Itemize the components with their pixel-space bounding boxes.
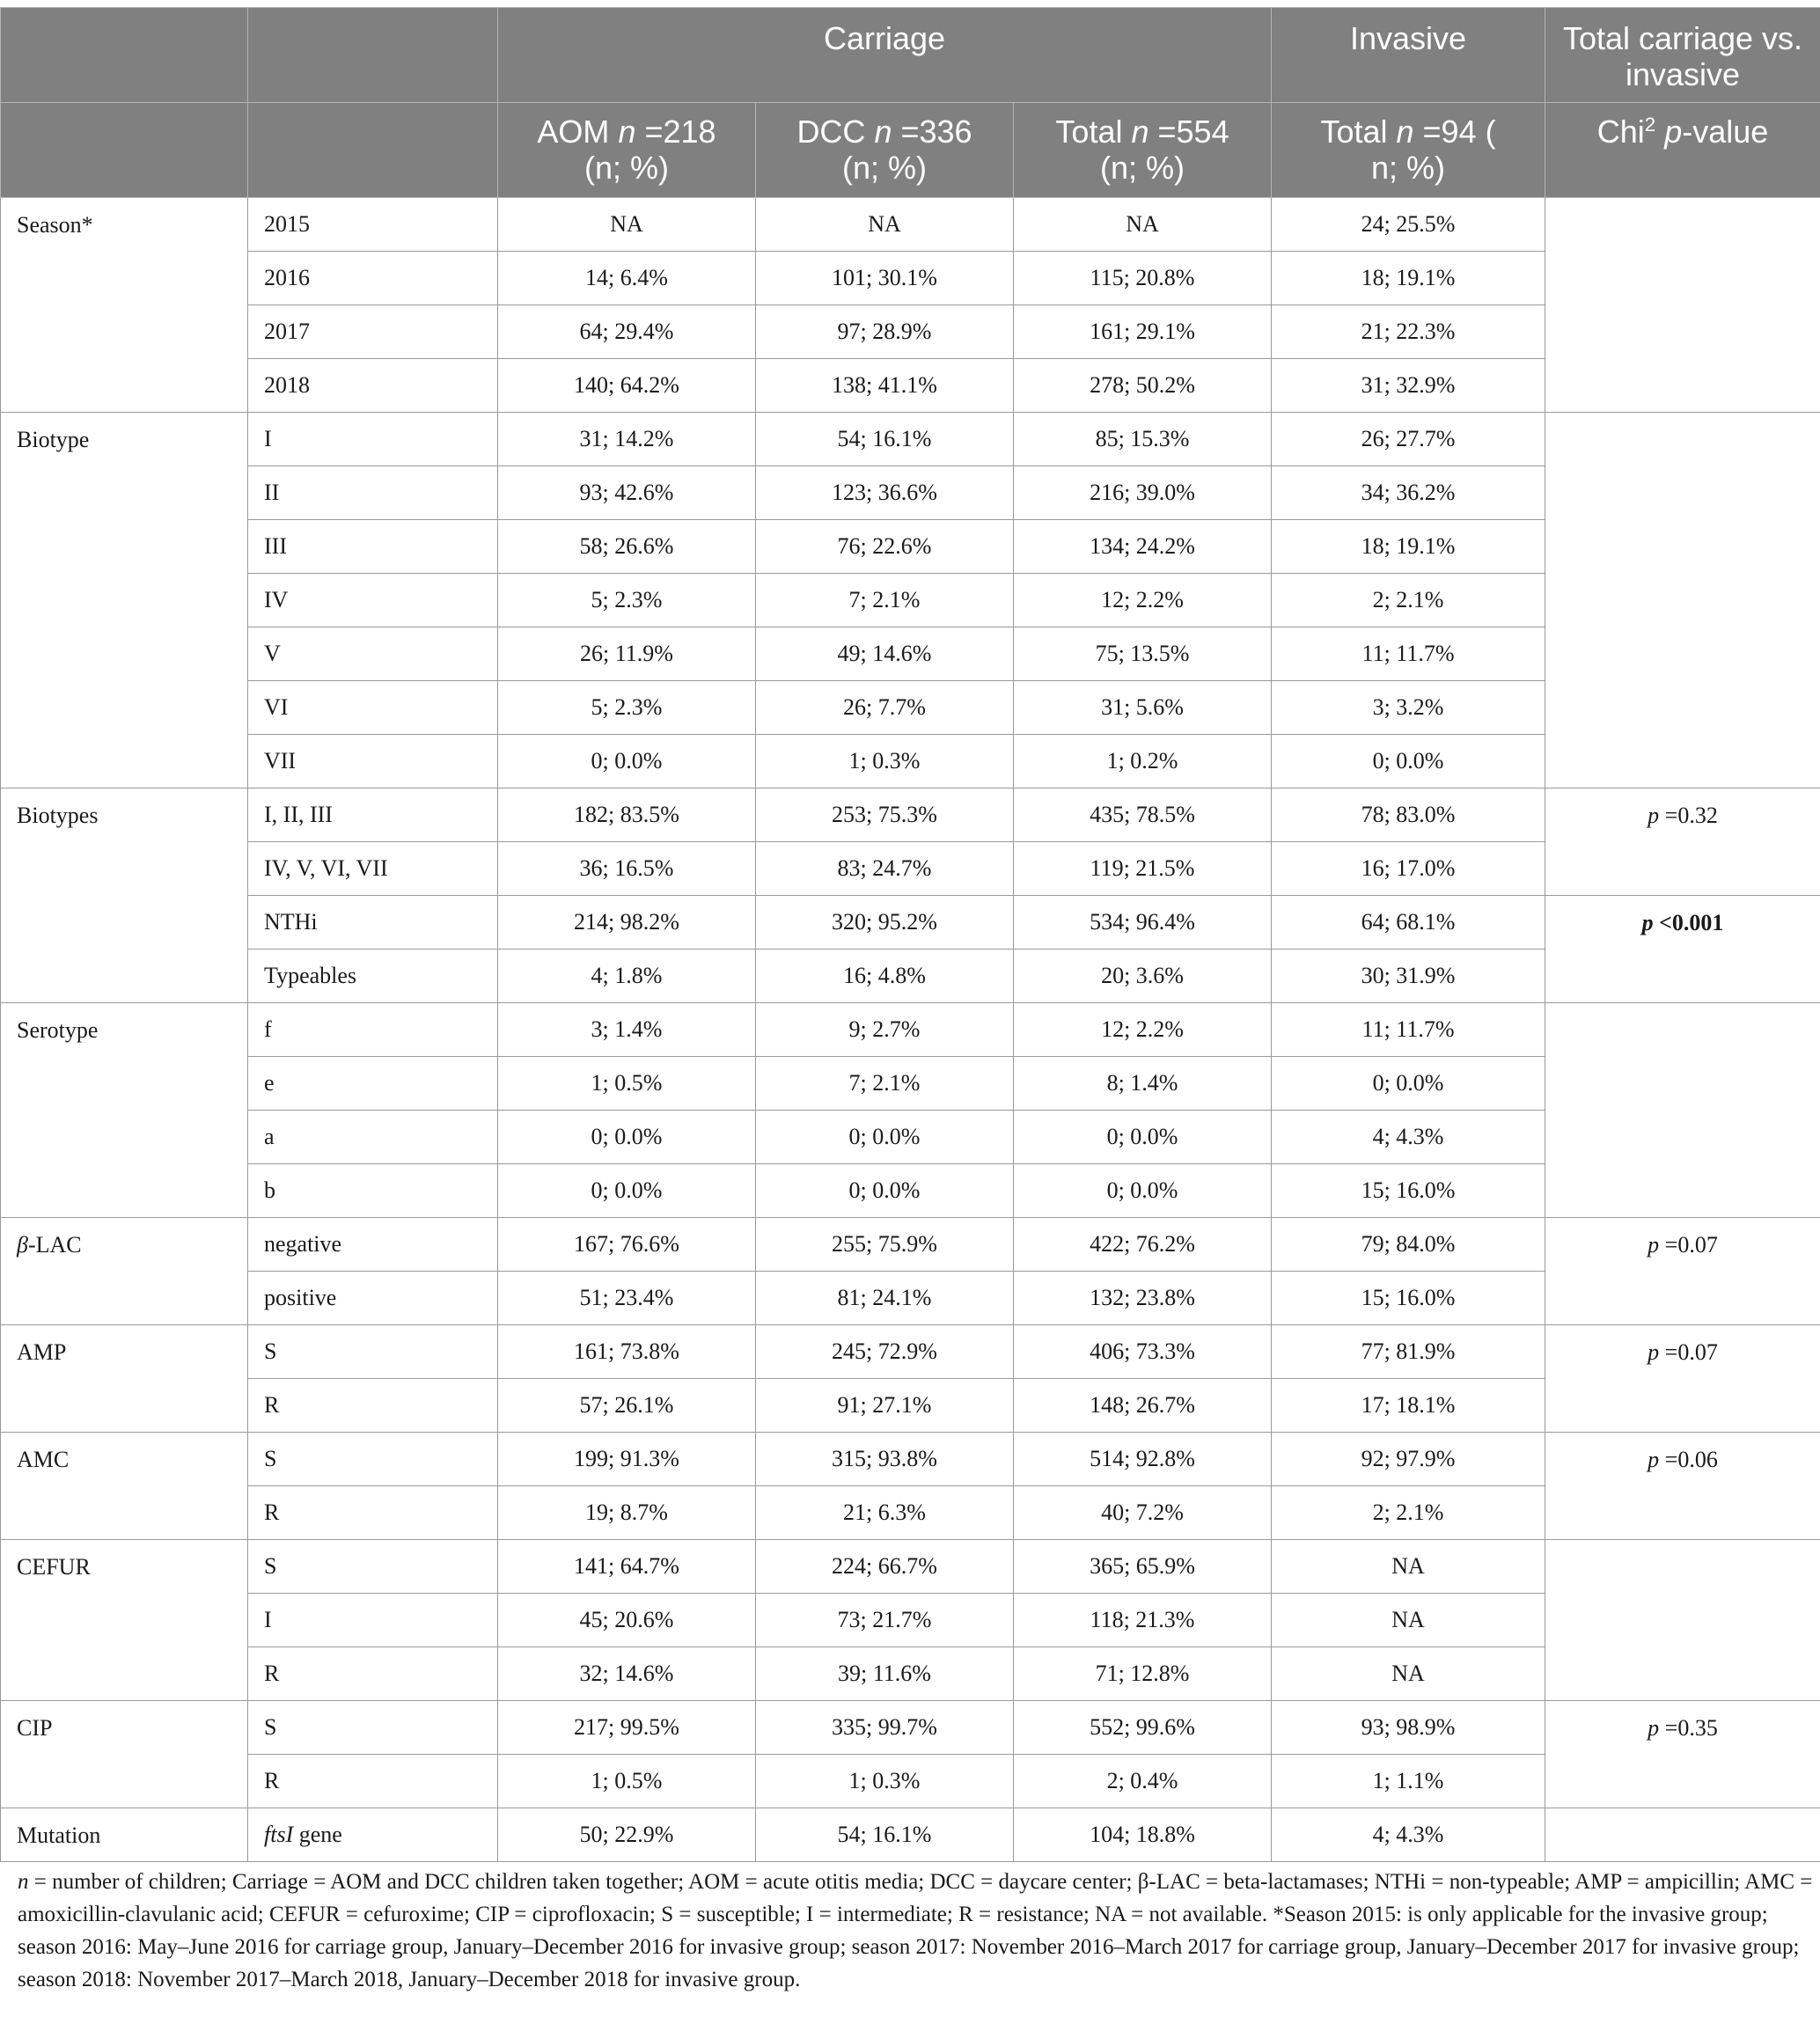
cell-total: 514; 92.8%	[1014, 1433, 1272, 1486]
cell-dcc: 0; 0.0%	[756, 1164, 1014, 1218]
row-sublabel: R	[248, 1647, 498, 1701]
header-empty-2	[248, 8, 498, 103]
cell-pvalue: p =0.07	[1545, 1325, 1820, 1433]
cell-total: 365; 65.9%	[1014, 1540, 1272, 1594]
row-sublabel: positive	[248, 1272, 498, 1325]
cell-invasive: 79; 84.0%	[1272, 1218, 1545, 1272]
cell-pvalue: p <0.001	[1545, 896, 1820, 1003]
group-label: AMP	[1, 1325, 248, 1433]
cell-invasive: 17; 18.1%	[1272, 1379, 1545, 1433]
row-sublabel: a	[248, 1111, 498, 1164]
cell-dcc: 1; 0.3%	[756, 1755, 1014, 1808]
header-aom: AOM n =218 (n; %)	[498, 103, 756, 198]
cell-total: 534; 96.4%	[1014, 896, 1272, 950]
cell-aom: 0; 0.0%	[498, 1111, 756, 1164]
cell-aom: 4; 1.8%	[498, 950, 756, 1003]
cell-aom: 36; 16.5%	[498, 842, 756, 896]
cell-total: 12; 2.2%	[1014, 1003, 1272, 1057]
cell-dcc: 224; 66.7%	[756, 1540, 1014, 1594]
table-row	[1, 198, 1820, 252]
cell-aom: 0; 0.0%	[498, 1164, 756, 1218]
header-chi2-pvalue: Chi$^2$ p-value	[1545, 103, 1820, 198]
group-label: CEFUR	[1, 1540, 248, 1701]
cell-invasive: 34; 36.2%	[1272, 466, 1545, 520]
cell-invasive: 11; 11.7%	[1272, 1003, 1545, 1057]
cell-invasive: 2; 2.1%	[1272, 574, 1545, 627]
cell-invasive: 18; 19.1%	[1272, 520, 1545, 574]
table-row	[1, 1325, 1820, 1379]
cell-invasive: 64; 68.1%	[1272, 896, 1545, 950]
cell-dcc: NA	[756, 198, 1014, 252]
cell-dcc: 335; 99.7%	[756, 1701, 1014, 1755]
table-footnote: n = number of children; Carriage = AOM and DCC children taken together; AOM = acute otitis media; DCC = daycare center; β-LAC = beta-lactamases; NTHi = non-typeable; AMP = ampicillin; AMC = amoxicillin-clavulanic acid; CEFUR = cefuroxime; CIP = ciprofloxacin; S = susceptible; I = intermediate; R = resistance; NA = not available. *Season 2015: is only applicable for the invasive group; season 2016: May–June 2016 for carriage group, January–December 2016 for invasive group; season 2017: November 2016–March 2017 for carriage group, January–December 2017 for invasive group; season 2018: November 2017–March 2018, January–December 2018 for invasive group.	[18, 1870, 1813, 1991]
cell-total: 20; 3.6%	[1014, 950, 1272, 1003]
cell-dcc: 0; 0.0%	[756, 1111, 1014, 1164]
cell-dcc: 9; 2.7%	[756, 1003, 1014, 1057]
cell-pvalue: p =0.32	[1545, 788, 1820, 896]
cell-dcc: 97; 28.9%	[756, 305, 1014, 359]
cell-aom: 199; 91.3%	[498, 1433, 756, 1486]
cell-pvalue: p =0.07	[1545, 1218, 1820, 1325]
cell-total: 8; 1.4%	[1014, 1057, 1272, 1111]
header-carriage: Carriage	[498, 8, 1272, 103]
cell-dcc: 315; 93.8%	[756, 1433, 1014, 1486]
cell-dcc: 7; 2.1%	[756, 574, 1014, 627]
group-label: AMC	[1, 1433, 248, 1540]
cell-total: 118; 21.3%	[1014, 1594, 1272, 1647]
cell-dcc: 16; 4.8%	[756, 950, 1014, 1003]
cell-invasive: 24; 25.5%	[1272, 198, 1545, 252]
cell-invasive: NA	[1272, 1647, 1545, 1701]
row-sublabel: NTHi	[248, 896, 498, 950]
cell-total: 75; 13.5%	[1014, 627, 1272, 681]
cell-dcc: 7; 2.1%	[756, 1057, 1014, 1111]
cell-invasive: 11; 11.7%	[1272, 627, 1545, 681]
cell-aom: 51; 23.4%	[498, 1272, 756, 1325]
cell-dcc: 21; 6.3%	[756, 1486, 1014, 1540]
cell-dcc: 83; 24.7%	[756, 842, 1014, 896]
row-sublabel: II	[248, 466, 498, 520]
cell-total: 148; 26.7%	[1014, 1379, 1272, 1433]
table-row	[1, 1540, 1820, 1594]
row-sublabel: V	[248, 627, 498, 681]
table-row	[1, 896, 1820, 950]
table-row	[1, 1218, 1820, 1272]
cell-invasive: 3; 3.2%	[1272, 681, 1545, 735]
cell-pvalue: p =0.35	[1545, 1701, 1820, 1808]
row-sublabel: 2016	[248, 252, 498, 305]
cell-invasive: 15; 16.0%	[1272, 1164, 1545, 1218]
row-sublabel: Typeables	[248, 950, 498, 1003]
group-label: CIP	[1, 1701, 248, 1808]
cell-invasive: 92; 97.9%	[1272, 1433, 1545, 1486]
cell-pvalue	[1545, 1808, 1820, 1862]
cell-aom: 140; 64.2%	[498, 359, 756, 413]
row-sublabel: VII	[248, 735, 498, 788]
cell-aom: 5; 2.3%	[498, 574, 756, 627]
cell-total: NA	[1014, 198, 1272, 252]
row-sublabel: R	[248, 1379, 498, 1433]
data-table	[0, 7, 1820, 1862]
cell-total: 40; 7.2%	[1014, 1486, 1272, 1540]
cell-aom: 57; 26.1%	[498, 1379, 756, 1433]
cell-aom: 0; 0.0%	[498, 735, 756, 788]
header-invasive: Invasive	[1272, 8, 1545, 103]
cell-aom: 167; 76.6%	[498, 1218, 756, 1272]
cell-dcc: 253; 75.3%	[756, 788, 1014, 842]
cell-total: 85; 15.3%	[1014, 413, 1272, 466]
table-body	[1, 198, 1820, 1862]
header-empty-4	[248, 103, 498, 198]
cell-invasive: 26; 27.7%	[1272, 413, 1545, 466]
cell-invasive: 2; 2.1%	[1272, 1486, 1545, 1540]
row-sublabel: IV, V, VI, VII	[248, 842, 498, 896]
row-sublabel: III	[248, 520, 498, 574]
header-total-carriage: Total n =554 (n; %)	[1014, 103, 1272, 198]
cell-dcc: 49; 14.6%	[756, 627, 1014, 681]
cell-aom: 5; 2.3%	[498, 681, 756, 735]
cell-invasive: 77; 81.9%	[1272, 1325, 1545, 1379]
cell-total: 406; 73.3%	[1014, 1325, 1272, 1379]
cell-pvalue	[1545, 198, 1820, 413]
cell-total: 435; 78.5%	[1014, 788, 1272, 842]
cell-aom: 32; 14.6%	[498, 1647, 756, 1701]
cell-total: 115; 20.8%	[1014, 252, 1272, 305]
cell-total: 119; 21.5%	[1014, 842, 1272, 896]
cell-invasive: 93; 98.9%	[1272, 1701, 1545, 1755]
cell-dcc: 91; 27.1%	[756, 1379, 1014, 1433]
cell-total: 31; 5.6%	[1014, 681, 1272, 735]
group-label: Mutation	[1, 1808, 248, 1862]
row-sublabel: S	[248, 1540, 498, 1594]
cell-dcc: 73; 21.7%	[756, 1594, 1014, 1647]
cell-invasive: 31; 32.9%	[1272, 359, 1545, 413]
table-container	[0, 7, 1820, 1862]
row-sublabel: S	[248, 1701, 498, 1755]
cell-aom: 3; 1.4%	[498, 1003, 756, 1057]
header-empty-3	[1, 103, 248, 198]
cell-aom: 214; 98.2%	[498, 896, 756, 950]
cell-total: 132; 23.8%	[1014, 1272, 1272, 1325]
cell-invasive: 16; 17.0%	[1272, 842, 1545, 896]
header-dcc: DCC n =336 (n; %)	[756, 103, 1014, 198]
cell-invasive: 15; 16.0%	[1272, 1272, 1545, 1325]
cell-invasive: 30; 31.9%	[1272, 950, 1545, 1003]
cell-dcc: 245; 72.9%	[756, 1325, 1014, 1379]
table-row	[1, 1808, 1820, 1862]
row-sublabel: R	[248, 1486, 498, 1540]
table-row	[1, 1003, 1820, 1057]
cell-dcc: 1; 0.3%	[756, 735, 1014, 788]
row-sublabel: I, II, III	[248, 788, 498, 842]
row-sublabel: R	[248, 1755, 498, 1808]
cell-dcc: 138; 41.1%	[756, 359, 1014, 413]
cell-aom: 161; 73.8%	[498, 1325, 756, 1379]
cell-invasive: 1; 1.1%	[1272, 1755, 1545, 1808]
group-label: β-LAC	[1, 1218, 248, 1325]
cell-total: 422; 76.2%	[1014, 1218, 1272, 1272]
table-header	[1, 8, 1820, 198]
cell-total: 104; 18.8%	[1014, 1808, 1272, 1862]
cell-total: 216; 39.0%	[1014, 466, 1272, 520]
group-label: Biotypes	[1, 788, 248, 1003]
cell-pvalue	[1545, 413, 1820, 788]
cell-aom: 26; 11.9%	[498, 627, 756, 681]
cell-dcc: 39; 11.6%	[756, 1647, 1014, 1701]
cell-total: 1; 0.2%	[1014, 735, 1272, 788]
row-sublabel: b	[248, 1164, 498, 1218]
cell-invasive: 0; 0.0%	[1272, 735, 1545, 788]
header-total-vs-invasive: Total carriage vs. invasive	[1545, 8, 1820, 103]
cell-dcc: 54; 16.1%	[756, 1808, 1014, 1862]
cell-dcc: 81; 24.1%	[756, 1272, 1014, 1325]
header-empty-1	[1, 8, 248, 103]
row-sublabel: f	[248, 1003, 498, 1057]
cell-invasive: 0; 0.0%	[1272, 1057, 1545, 1111]
cell-pvalue	[1545, 1540, 1820, 1701]
cell-total: 12; 2.2%	[1014, 574, 1272, 627]
cell-dcc: 26; 7.7%	[756, 681, 1014, 735]
group-label: Season*	[1, 198, 248, 413]
cell-total: 134; 24.2%	[1014, 520, 1272, 574]
cell-pvalue	[1545, 1003, 1820, 1218]
cell-aom: 182; 83.5%	[498, 788, 756, 842]
row-sublabel: e	[248, 1057, 498, 1111]
cell-invasive: 4; 4.3%	[1272, 1808, 1545, 1862]
cell-total: 161; 29.1%	[1014, 305, 1272, 359]
header-total-invasive: Total n =94 ( n; %)	[1272, 103, 1545, 198]
cell-dcc: 320; 95.2%	[756, 896, 1014, 950]
group-label: Serotype	[1, 1003, 248, 1218]
cell-aom: 14; 6.4%	[498, 252, 756, 305]
cell-pvalue: p =0.06	[1545, 1433, 1820, 1540]
row-sublabel: 2017	[248, 305, 498, 359]
row-sublabel: VI	[248, 681, 498, 735]
cell-dcc: 54; 16.1%	[756, 413, 1014, 466]
cell-aom: 64; 29.4%	[498, 305, 756, 359]
table-row	[1, 413, 1820, 466]
cell-invasive: 18; 19.1%	[1272, 252, 1545, 305]
cell-total: 71; 12.8%	[1014, 1647, 1272, 1701]
cell-dcc: 255; 75.9%	[756, 1218, 1014, 1272]
cell-dcc: 76; 22.6%	[756, 520, 1014, 574]
cell-invasive: NA	[1272, 1594, 1545, 1647]
cell-aom: 1; 0.5%	[498, 1755, 756, 1808]
row-sublabel: S	[248, 1433, 498, 1486]
cell-total: 552; 99.6%	[1014, 1701, 1272, 1755]
row-sublabel: I	[248, 413, 498, 466]
row-sublabel: I	[248, 1594, 498, 1647]
cell-dcc: 101; 30.1%	[756, 252, 1014, 305]
table-row	[1, 1433, 1820, 1486]
group-label: Biotype	[1, 413, 248, 788]
cell-aom: 217; 99.5%	[498, 1701, 756, 1755]
row-sublabel: negative	[248, 1218, 498, 1272]
row-sublabel: ftsI gene	[248, 1808, 498, 1862]
row-sublabel: 2018	[248, 359, 498, 413]
cell-invasive: 4; 4.3%	[1272, 1111, 1545, 1164]
cell-aom: 1; 0.5%	[498, 1057, 756, 1111]
cell-aom: 58; 26.6%	[498, 520, 756, 574]
cell-invasive: 21; 22.3%	[1272, 305, 1545, 359]
row-sublabel: IV	[248, 574, 498, 627]
cell-aom: 93; 42.6%	[498, 466, 756, 520]
cell-aom: 19; 8.7%	[498, 1486, 756, 1540]
cell-invasive: NA	[1272, 1540, 1545, 1594]
cell-total: 0; 0.0%	[1014, 1111, 1272, 1164]
cell-total: 0; 0.0%	[1014, 1164, 1272, 1218]
cell-aom: 50; 22.9%	[498, 1808, 756, 1862]
table-row	[1, 788, 1820, 842]
cell-total: 278; 50.2%	[1014, 359, 1272, 413]
cell-dcc: 123; 36.6%	[756, 466, 1014, 520]
cell-invasive: 78; 83.0%	[1272, 788, 1545, 842]
cell-total: 2; 0.4%	[1014, 1755, 1272, 1808]
row-sublabel: 2015	[248, 198, 498, 252]
cell-aom: 31; 14.2%	[498, 413, 756, 466]
table-row	[1, 1701, 1820, 1755]
row-sublabel: S	[248, 1325, 498, 1379]
cell-aom: 45; 20.6%	[498, 1594, 756, 1647]
cell-aom: 141; 64.7%	[498, 1540, 756, 1594]
cell-aom: NA	[498, 198, 756, 252]
